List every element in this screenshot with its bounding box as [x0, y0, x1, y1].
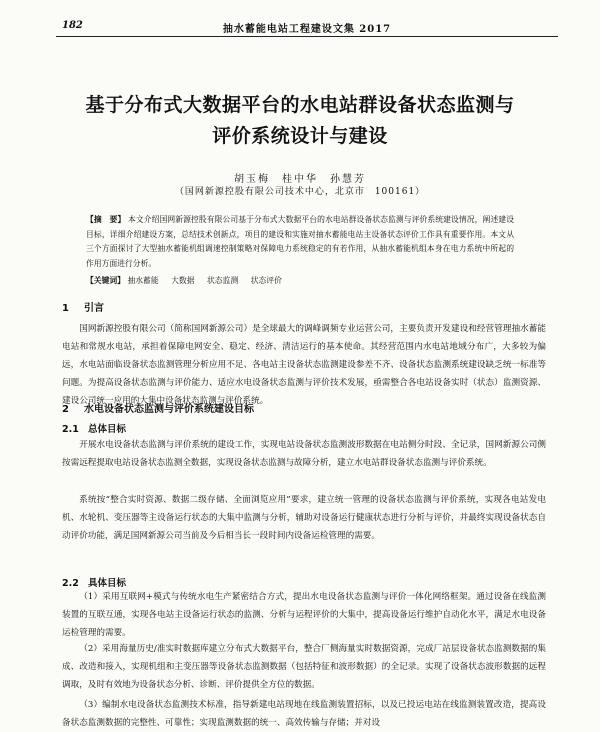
- subsection-title: 具体目标: [88, 578, 127, 589]
- section-title: 引言: [84, 303, 104, 314]
- subsection-number: 2.1: [62, 424, 79, 435]
- subsection-heading-2-2: [62, 575, 126, 589]
- paragraph: （1）采用互联网+模式与传统水电生产紧密结合方式，提出水电设备状态监测与评价一体化网络框架。通过设备在线监测装置的互联互通，实现各电站主设备运行状态的监测、分析与运程评价的大集中，提高设备运行维护自动化水平，满足水电设备运检管理的需要。: [62, 592, 546, 638]
- keyword: 抽水蓄能: [127, 276, 159, 285]
- section-number: 2: [62, 404, 69, 415]
- section-heading-1: [62, 299, 104, 314]
- abstract-label: 【摘 要】: [86, 215, 126, 224]
- paper-title-line-2: 评价系统设计与建设: [212, 125, 388, 147]
- section-title: 水电设备状态监测与评价系统建设目标: [84, 404, 254, 415]
- journal-title: 抽水蓄能电站工程建设文集 2017: [222, 24, 392, 35]
- running-header: [56, 18, 558, 34]
- subsection-title: 总体目标: [88, 424, 127, 435]
- abstract: [86, 213, 514, 271]
- paper-title-line-1: 基于分布式大数据平台的水电站群设备状态监测与: [85, 94, 515, 116]
- paragraph: 开展水电设备状态监测与评价系统的建设工作，实现电站设备状态监测波形数据在电站侧分时段、全记录，国网新源公司侧按需远程提取电站设备状态监测全数据，实现设备状态监测与故障分析，建立水电站群设备状态监测与评价系统。: [62, 440, 546, 468]
- paragraph: （3）编制水电设备状态监测技术标准，指导新建电站现地在线监测装置招标，以及已投运电站在线监测装置改造，提高设备状态监测数据的完整性、可靠性；实现监测数据的统一、高效传输与存储；并对设: [62, 700, 546, 728]
- subsection-heading-2-1: [62, 421, 126, 435]
- subsection-number: 2.2: [62, 578, 79, 589]
- authors: 胡玉梅 桂中华 孙慧芳: [234, 174, 366, 185]
- affiliation: （国网新源控股有限公司技术中心，北京市 100161）: [174, 187, 426, 197]
- header-rule: [56, 36, 558, 37]
- page-number: 182: [62, 20, 83, 31]
- keyword: 状态监测: [207, 276, 239, 285]
- keywords: [86, 275, 514, 286]
- keywords-label: 【关键词】: [86, 276, 125, 285]
- paragraph: 系统按“整合实时资源、数据二级存储、全面浏览应用”要求，建立统一管理的设备状态监测与评价系统，实现各电站发电机、水轮机、变压器等主设备运行状态的大集中监测与分析，辅助对设备运行健康状态进行分析与评价，并最终实现设备状态自动评价功能，满足国网新源公司当前及今后相当长一段时间内设备运检管理的需要。: [62, 495, 546, 541]
- keyword: 状态评价: [250, 276, 282, 285]
- paragraph: （2）采用海量历史/准实时数据库建立分布式大数据平台，整合厂侧海量实时数据资源，完成厂站层设备状态监测数据的集成、改造和接入，实现机组和主变压器等设备状态监测数据（包括特征和波形数据）的全记录。实现了设备状态波形数据的远程调取，及时有效地为设备状态分析、诊断、评价提供全方位的数据。: [62, 644, 546, 690]
- intro-paragraph: 国网新源控股有限公司（简称国网新源公司）是全球最大的调峰调频专业运营公司，主要负责开发建设和经营管理抽水蓄能电站和常规水电站，承担着保障电网安全、稳定、经济、清洁运行的基本使命。其经营范围内水电站地域分布广，大多较为偏远，水电站面临设备状态监测管理分析应用不足、各电站主设备状态监测建设参差不齐、设备状态监测系统建设缺乏统一标准等问题。为提高设备状态监测与评价能力、适应水电设备状态监测与评价技术发展，亟需整合各电站设备实时（状态）监测资源、建设公司统一应用的大集中设备状态监测与评价系统。: [62, 324, 546, 406]
- section-number: 1: [62, 303, 69, 314]
- keyword: 大数据: [171, 276, 195, 285]
- section-heading-2: [62, 400, 254, 415]
- abstract-text: 本文介绍国网新源控股有限公司基于分布式大数据平台的水电站群设备状态监测与评价系统建设情况，阐述建设目标，详细介绍建设方案，总结技术创新点，项目的建设和实施对抽水蓄能电站主设备状态评价工作具有重要作用。本文从三个方面探讨了大型抽水蓄能机组调速控制策略对保障电力系统稳定的有若作用，从抽水蓄能机组本身在电力系统中所起的作用方面进行分析。: [86, 215, 514, 268]
